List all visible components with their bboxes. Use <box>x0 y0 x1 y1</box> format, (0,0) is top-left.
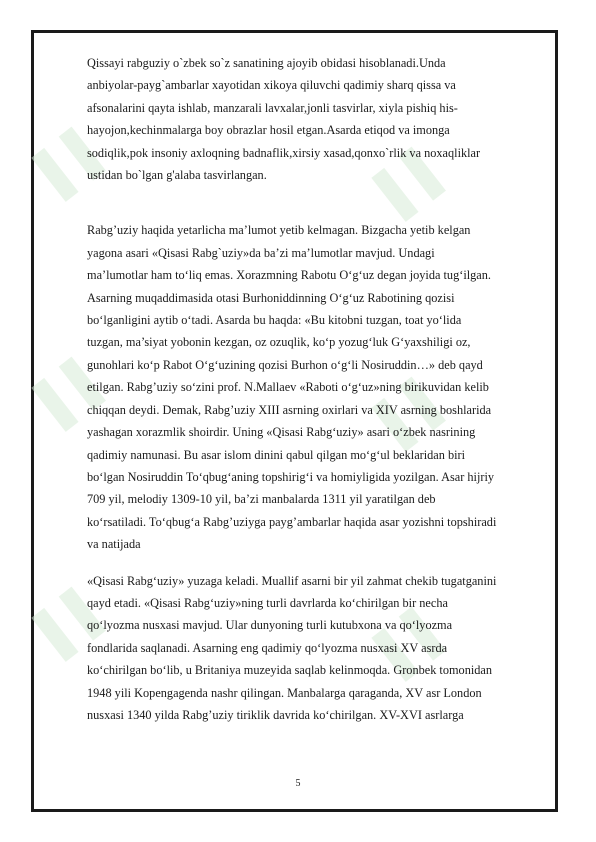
paragraph-gap <box>87 186 555 219</box>
paragraph-biography <box>87 219 555 555</box>
text-line: bo‘lganligini aytib o‘tadi. Asarda bu haqda: «Bu kitobni tuzgan, toat yo‘lida <box>87 313 462 328</box>
paragraph-intro <box>87 52 555 186</box>
text-line: yagona asari «Qisasi Rabg`uziy»da ba’zi ma’lumotlar mavjud. Undagi <box>87 245 435 260</box>
text-line: ko‘chirilgan bo‘lib, u Britaniya muzeyida saqlab kelinmoqda. Gronbek tomonidan <box>87 663 493 678</box>
text-line: 709 yil, melodiy 1309-10 yil, ba’zi manbalarda 1311 yil yaratilgan deb <box>87 492 436 507</box>
text-line: ma’lumotlar ham to‘liq emas. Xorazmning Rabotu O‘g‘uz degan joyida tug‘ilgan. <box>87 268 491 283</box>
text-line: Rabg’uziy haqida yetarlicha ma’lumot yetib kelmagan. Bizgacha yetib kelgan <box>87 223 471 238</box>
text-line: chiqqan deydi. Demak, Rabg’uziy XIII asrning oxirlari va XIV asrning boshlarida <box>87 402 492 417</box>
watermark-left-middle: ▌▌ <box>31 345 118 429</box>
text-line: qo‘lyozma nusxasi mavjud. Ular dunyoning turli kutubxona va qo‘lyozma <box>87 618 453 633</box>
watermark-right-bottom: ▌▌ <box>371 595 458 679</box>
text-line: ko‘rsatiladi. To‘qbug‘a Rabg’uziyga payg’ambarlar haqida asar yozishni topshiradi <box>87 514 497 529</box>
watermark-left-top: ▌▌ <box>31 115 118 199</box>
text-line: anbiyolar-payg`ambarlar xayotidan xikoya qiluvchi qadimiy sharq qissa va <box>87 78 456 93</box>
text-line: gunohlari ko‘p Rabot O‘g‘uzining qozisi Burhon o‘g‘li Nosiruddin…» deb qayd <box>87 357 483 372</box>
text-line: qadimiy namunasi. Bu asar islom dinini qabul qilgan mo‘g‘ul beklaridan biri <box>87 447 466 462</box>
paragraph-gap <box>87 556 555 570</box>
watermark-right-top: ▌▌ <box>371 135 458 219</box>
text-line: qayd etadi. «Qisasi Rabg‘uziy»ning turli davrlarda ko‘chirilgan bir necha <box>87 595 448 610</box>
text-line: 1948 yili Kopengagenda nashr qilingan. Manbalarga qaraganda, XV asr London <box>87 685 482 700</box>
watermark-left-bottom: ▌▌ <box>31 575 118 659</box>
page-number: 5 <box>295 778 301 789</box>
paragraph-manuscripts <box>87 570 555 727</box>
watermark-right-middle: ▌▌ <box>371 365 458 449</box>
text-line: afsonalarini qayta ishlab, manzarali lavxalar,jonli tasvirlar, xiyla pishiq his- <box>87 100 458 115</box>
text-line: bo‘lgan Nosiruddin To‘qbug‘aning topshirig‘i va homiyligida yozilgan. Asar hijriy <box>87 469 495 484</box>
text-line: Asarning muqaddimasida otasi Burhoniddinning O‘g‘uz Rabotining qozisi <box>87 290 455 305</box>
text-line: nusxasi 1340 yilda Rabg’uziy tiriklik davrida ko‘chirilgan. XV-XVI asrlarga <box>87 707 464 722</box>
text-line: etilgan. Rabg’uziy so‘zini prof. N.Mallaev «Raboti o‘g‘uz»ning birikuvidan kelib <box>87 380 489 395</box>
text-line: Qissayi rabguziy o`zbek so`z sanatining ajoyib obidasi hisoblanadi.Unda <box>87 56 446 70</box>
text-line: yashagan xorazmlik shoirdir. Uning «Qisasi Rabg‘uziy» asari o‘zbek nasrining <box>87 425 476 440</box>
document-body <box>87 52 555 726</box>
text-line: va natijada <box>87 537 141 552</box>
text-line: sodiqlik,pok insoniy axloqning badnaflik,xirsiy xasad,qonxo`rlik va noxaqliklar <box>87 145 481 160</box>
text-line: tuzgan, ma’siyat yobonin kezgan, oz ozuqlik, ko‘p yozug‘luk G‘yaxshiligi oz, <box>87 335 471 350</box>
text-line: «Qisasi Rabg‘uziy» yuzaga keladi. Muallif asarni bir yil zahmat chekib tugatganini <box>87 573 497 588</box>
text-line: ustidan bo`lgan g'alaba tasvirlangan. <box>87 168 267 183</box>
text-line: hayojon,kechinmalarga boy obrazlar hosil etgan.Asarda etiqod va imonga <box>87 123 450 138</box>
text-line: fondlarida saqlanadi. Asarning eng qadimiy qo‘lyozma nusxasi XV asrda <box>87 640 448 655</box>
